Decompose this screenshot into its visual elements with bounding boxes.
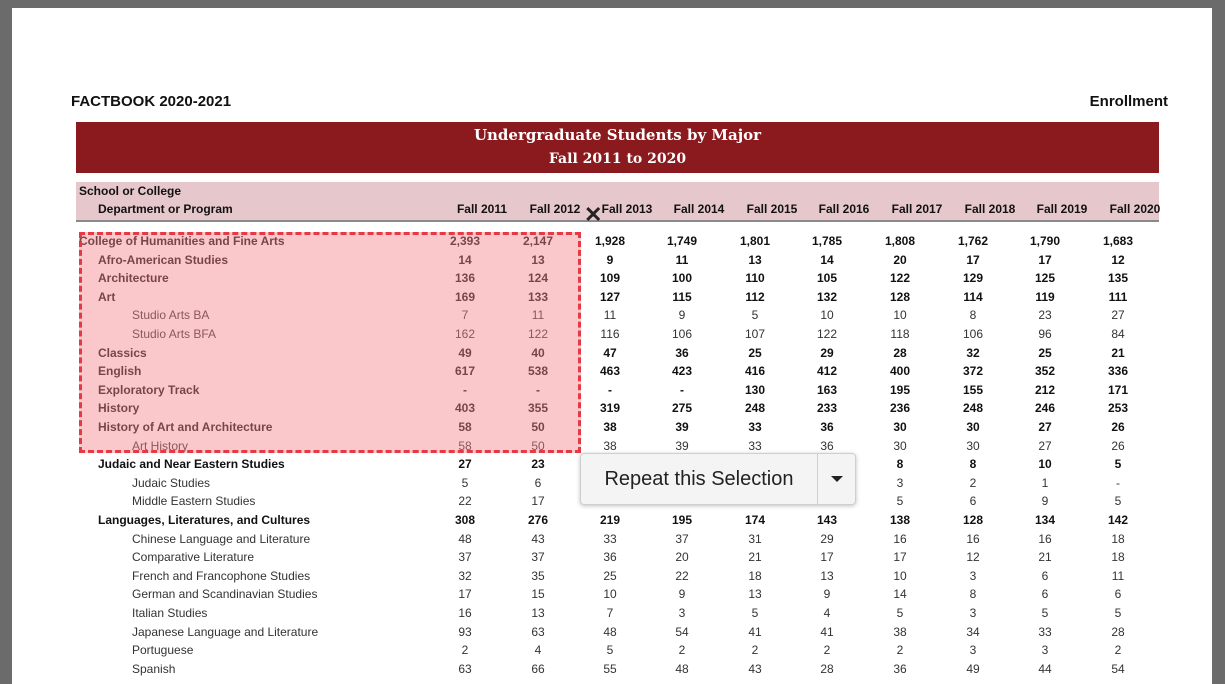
table-cell: 21 (748, 550, 762, 565)
table-cell: 122 (889, 271, 911, 286)
row-label: Comparative Literature (132, 550, 255, 565)
table-cell: 130 (744, 382, 766, 397)
table-cell: 617 (454, 364, 476, 379)
table-cell: 27 (1111, 308, 1125, 323)
table-cell: 84 (1111, 327, 1125, 341)
table-cell: 100 (671, 271, 693, 286)
table-cell: 29 (820, 345, 834, 360)
table-cell: 133 (527, 289, 549, 304)
document-page (12, 8, 1212, 684)
table-cell: 3 (1041, 643, 1049, 658)
table-row (12, 567, 1212, 585)
document-section-label: Enrollment (1089, 93, 1168, 110)
table-cell: 125 (1034, 271, 1056, 286)
table-cell: 143 (816, 513, 838, 527)
table-cell: 3 (969, 568, 977, 583)
row-label: Studio Arts BA (132, 308, 210, 323)
table-cell: 1,808 (884, 234, 916, 248)
table-cell: 352 (1034, 364, 1056, 379)
year-header: Fall 2015 (746, 202, 798, 216)
table-cell: 9 (1041, 494, 1049, 509)
table-cell: 2 (1114, 643, 1122, 658)
table-cell: 49 (966, 661, 980, 676)
row-label: English (98, 364, 142, 379)
header-department-label: Department or Program (98, 202, 233, 216)
table-cell: 36 (820, 420, 834, 434)
table-cell: 22 (675, 568, 689, 583)
table-cell: 33 (748, 438, 762, 453)
table-cell: 30 (966, 420, 980, 434)
table-banner (76, 122, 1159, 173)
table-cell: 2 (461, 643, 469, 658)
table-cell: 355 (527, 401, 549, 416)
table-cell: 11 (1111, 568, 1125, 583)
table-cell: 66 (531, 661, 545, 676)
table-cell: 39 (675, 438, 689, 453)
table-cell: 2,393 (449, 234, 481, 248)
table-cell: 9 (678, 587, 686, 602)
table-cell: - (608, 382, 612, 397)
table-cell: 33 (748, 420, 762, 434)
table-cell: - (536, 382, 540, 397)
table-cell: 112 (745, 289, 765, 304)
table-cell: 58 (458, 420, 472, 434)
table-cell: 14 (893, 587, 907, 602)
table-cell: 30 (893, 438, 907, 453)
table-cell: 23 (531, 457, 545, 472)
table-cell: 28 (893, 345, 907, 360)
table-cell: 6 (1041, 587, 1049, 602)
row-label: Art History (132, 438, 189, 453)
table-cell: 17 (458, 587, 472, 602)
table-cell: 37 (458, 550, 472, 565)
table-cell: 93 (458, 624, 472, 639)
table-cell: 1 (1041, 475, 1049, 490)
table-cell: 5 (896, 606, 904, 620)
table-cell: 36 (893, 661, 907, 676)
table-cell: 9 (678, 308, 686, 323)
table-cell: 3 (896, 475, 904, 490)
table-cell: 7 (606, 606, 614, 620)
table-cell: 13 (531, 252, 545, 267)
table-cell: 10 (1038, 457, 1052, 472)
row-label: Judaic Studies (132, 475, 211, 490)
table-cell: 372 (962, 364, 984, 379)
document-title: FACTBOOK 2020-2021 (71, 93, 232, 110)
table-cell: 155 (962, 382, 984, 397)
table-cell: 1,683 (1102, 234, 1134, 248)
table-cell: 248 (744, 401, 766, 416)
table-cell: 135 (1107, 271, 1129, 286)
table-cell: 275 (671, 401, 693, 416)
table-cell: 412 (816, 364, 838, 379)
table-row (12, 530, 1212, 548)
banner-subtitle: Fall 2011 to 2020 (548, 151, 687, 167)
table-cell: 8 (969, 587, 977, 602)
table-cell: 47 (603, 345, 617, 360)
table-cell: 21 (1038, 550, 1052, 565)
table-cell: 110 (745, 271, 765, 286)
table-cell: 50 (531, 438, 545, 453)
table-cell: 17 (1038, 252, 1052, 267)
table-cell: 10 (603, 587, 617, 602)
table-cell: 55 (603, 661, 617, 676)
table-cell: 58 (458, 438, 472, 453)
table-cell: 463 (599, 364, 621, 379)
table-cell: - (1116, 475, 1120, 490)
row-label: History (98, 401, 140, 416)
table-cell: 2 (823, 643, 831, 658)
table-cell: 3 (969, 643, 977, 658)
table-cell: 26 (1111, 438, 1125, 453)
table-cell: 16 (966, 531, 980, 546)
table-cell: 1,928 (594, 234, 626, 248)
table-cell: 5 (606, 643, 614, 658)
table-cell: 129 (962, 271, 984, 286)
table-cell: 5 (751, 606, 759, 620)
table-cell: 163 (816, 382, 838, 397)
table-cell: 115 (672, 289, 692, 304)
row-label: Exploratory Track (98, 382, 200, 397)
table-cell: 2 (896, 643, 904, 658)
table-cell: 32 (966, 345, 980, 360)
table-cell: 38 (603, 438, 617, 453)
table-row (12, 548, 1212, 566)
row-label: Languages, Literatures, and Cultures (98, 513, 311, 527)
table-cell: 119 (1035, 289, 1055, 304)
repeat-options-dropdown[interactable] (817, 454, 856, 504)
table-cell: 7 (461, 308, 469, 323)
table-cell: 96 (1038, 327, 1052, 341)
table-cell: 8 (896, 457, 904, 472)
table-cell: 48 (458, 531, 472, 546)
table-cell: 16 (893, 531, 907, 546)
table-cell: 20 (675, 550, 689, 565)
table-cell: 195 (671, 513, 693, 527)
table-cell: 40 (531, 345, 545, 360)
table-row (12, 623, 1212, 641)
table-cell: 174 (744, 513, 766, 527)
table-cell: 1,762 (957, 234, 989, 248)
table-cell: 18 (1111, 531, 1125, 546)
table-cell: 54 (1111, 661, 1125, 676)
table-cell: 276 (527, 513, 549, 527)
table-cell: 34 (966, 624, 980, 639)
table-cell: 10 (820, 308, 834, 323)
repeat-selection-button[interactable]: Repeat this Selection (604, 467, 794, 490)
table-cell: 6 (969, 494, 977, 509)
table-cell: 13 (748, 587, 762, 602)
table-cell: 136 (454, 271, 476, 286)
table-cell: 132 (816, 289, 838, 304)
table-cell: 30 (893, 420, 907, 434)
selection-region[interactable] (79, 232, 581, 453)
table-cell: 50 (531, 420, 545, 434)
table-cell: 5 (1114, 606, 1122, 620)
table-cell: 18 (1111, 550, 1125, 565)
table-cell: 538 (527, 364, 549, 379)
table-cell: 4 (823, 606, 831, 620)
table-cell: 1,749 (666, 234, 698, 248)
table-cell: 14 (458, 252, 472, 267)
table-cell: 33 (1038, 624, 1052, 639)
table-cell: 5 (1114, 494, 1122, 509)
table-cell: 212 (1034, 382, 1056, 397)
row-label: Art (98, 289, 116, 304)
table-cell: 27 (458, 457, 472, 472)
table-cell: 11 (675, 252, 689, 267)
table-cell: 106 (671, 327, 693, 341)
table-header (76, 182, 1159, 222)
table-cell: 114 (963, 289, 983, 304)
table-cell: 37 (675, 531, 689, 546)
table-cell: 17 (531, 494, 545, 509)
table-cell: 128 (962, 513, 984, 527)
table-cell: 233 (816, 401, 838, 416)
table-cell: 2,147 (522, 234, 554, 248)
table-cell: 5 (896, 494, 904, 509)
row-label: German and Scandinavian Studies (132, 587, 318, 602)
table-cell: 116 (600, 327, 620, 341)
table-cell: 22 (458, 494, 472, 509)
table-cell: 63 (458, 661, 472, 676)
table-cell: 8 (969, 308, 977, 323)
table-cell: 169 (454, 289, 476, 304)
table-cell: 36 (675, 345, 689, 360)
table-cell: 31 (748, 531, 762, 546)
year-header: Fall 2016 (818, 202, 870, 216)
table-cell: 25 (603, 568, 617, 583)
row-label: Chinese Language and Literature (132, 531, 311, 546)
row-label: Classics (98, 345, 147, 360)
row-label: Afro-American Studies (98, 252, 229, 267)
table-cell: 35 (531, 568, 545, 583)
year-header: Fall 2020 (1109, 202, 1161, 216)
table-cell: 403 (454, 401, 476, 416)
table-cell: - (680, 382, 684, 397)
table-cell: 8 (969, 457, 977, 472)
table-cell: 48 (675, 661, 689, 676)
table-cell: 18 (748, 568, 762, 583)
table-cell: 20 (893, 252, 907, 267)
table-row (12, 604, 1212, 622)
table-cell: 16 (458, 606, 472, 620)
table-cell: 423 (671, 364, 693, 379)
table-cell: 13 (531, 606, 545, 620)
table-cell: 127 (599, 289, 621, 304)
year-header: Fall 2018 (964, 202, 1016, 216)
year-header: Fall 2019 (1036, 202, 1088, 216)
repeat-selection-control (580, 453, 856, 505)
table-row (12, 660, 1212, 678)
table-cell: 416 (744, 364, 766, 379)
table-cell: 9 (823, 587, 831, 602)
row-label: Middle Eastern Studies (132, 494, 256, 509)
table-cell: 4 (534, 643, 542, 658)
table-cell: 25 (1038, 345, 1052, 360)
table-cell: 162 (454, 327, 476, 341)
row-label: College of Humanities and Fine Arts (79, 234, 285, 248)
table-cell: 246 (1034, 401, 1056, 416)
row-label: Judaic and Near Eastern Studies (98, 457, 285, 472)
table-cell: 29 (820, 531, 834, 546)
row-label: Japanese Language and Literature (132, 624, 319, 639)
table-cell: 109 (599, 271, 621, 286)
table-cell: 3 (678, 606, 686, 620)
table-cell: 41 (748, 624, 762, 639)
table-cell: 122 (816, 327, 838, 341)
table-cell: 1,785 (811, 234, 843, 248)
header-school-label: School or College (79, 184, 182, 198)
table-cell: 124 (527, 271, 549, 286)
table-cell: 12 (1111, 252, 1125, 267)
table-cell: 9 (606, 252, 614, 267)
table-cell: 28 (1111, 624, 1125, 639)
row-label: Italian Studies (132, 606, 208, 620)
table-cell: 27 (1038, 420, 1052, 434)
table-cell: 336 (1107, 364, 1129, 379)
table-cell: 10 (893, 568, 907, 583)
year-header: Fall 2013 (601, 202, 653, 216)
table-cell: 253 (1107, 401, 1129, 416)
table-row (12, 641, 1212, 659)
table-cell: 122 (527, 327, 549, 341)
table-cell: 21 (1111, 345, 1125, 360)
table-cell: 11 (603, 308, 617, 323)
table-cell: 400 (889, 364, 911, 379)
year-header: Fall 2014 (673, 202, 725, 216)
table-cell: 36 (603, 550, 617, 565)
table-cell: 41 (820, 624, 834, 639)
table-cell: 30 (966, 438, 980, 453)
table-cell: 118 (890, 327, 910, 341)
table-cell: 5 (1114, 457, 1122, 472)
table-cell: 319 (599, 401, 621, 416)
table-cell: 128 (889, 289, 911, 304)
row-label: Portuguese (132, 643, 194, 658)
table-cell: 63 (531, 624, 545, 639)
table-cell: 36 (820, 438, 834, 453)
table-cell: 5 (461, 475, 469, 490)
chevron-down-icon (831, 476, 843, 482)
table-cell: 33 (603, 531, 617, 546)
table-cell: 134 (1034, 513, 1056, 527)
table-cell: 43 (531, 531, 545, 546)
year-header: Fall 2012 (529, 202, 581, 216)
table-cell: 5 (1041, 606, 1049, 620)
table-cell: 142 (1107, 513, 1129, 527)
table-cell: 26 (1111, 420, 1125, 434)
table-cell: 13 (748, 252, 762, 267)
table-cell: 25 (748, 345, 762, 360)
row-label: French and Francophone Studies (132, 568, 311, 583)
table-cell: 6 (1114, 587, 1122, 602)
table-cell: 38 (603, 420, 617, 434)
table-cell: 195 (889, 382, 911, 397)
table-cell: 6 (534, 475, 542, 490)
table-cell: 3 (969, 606, 977, 620)
table-cell: 11 (531, 308, 545, 323)
table-cell: 171 (1107, 382, 1129, 397)
table-cell: 2 (678, 643, 686, 658)
table-cell: 28 (820, 661, 834, 676)
table-row (12, 585, 1212, 603)
row-label: Studio Arts BFA (132, 327, 217, 341)
table-row (12, 511, 1212, 529)
table-cell: 5 (751, 308, 759, 323)
table-cell: 1,801 (739, 234, 771, 248)
table-cell: 13 (820, 568, 834, 583)
table-cell: 44 (1038, 661, 1052, 676)
table-cell: 15 (531, 587, 545, 602)
table-cell: 23 (1038, 308, 1052, 323)
table-cell: 14 (820, 252, 834, 267)
table-cell: 107 (744, 327, 766, 341)
year-header: Fall 2011 (456, 202, 508, 216)
table-cell: - (463, 382, 467, 397)
table-cell: 106 (962, 327, 984, 341)
row-label: History of Art and Architecture (98, 420, 273, 434)
table-cell: 12 (966, 550, 980, 565)
table-cell: 49 (458, 345, 472, 360)
table-cell: 111 (1108, 289, 1128, 304)
table-cell: 308 (454, 513, 476, 527)
table-cell: 219 (599, 513, 621, 527)
table-cell: 1,790 (1029, 234, 1061, 248)
year-header: Fall 2017 (891, 202, 943, 216)
table-cell: 10 (893, 308, 907, 323)
table-cell: 2 (751, 643, 759, 658)
table-cell: 43 (748, 661, 762, 676)
table-cell: 37 (531, 550, 545, 565)
table-cell: 138 (889, 513, 911, 527)
table-cell: 17 (966, 252, 980, 267)
table-cell: 17 (893, 550, 907, 565)
table-cell: 32 (458, 568, 472, 583)
close-selection-icon[interactable]: ✕ (584, 202, 603, 227)
table-cell: 27 (1038, 438, 1052, 453)
table-cell: 6 (1041, 568, 1049, 583)
row-label: Architecture (98, 271, 169, 286)
table-cell: 236 (889, 401, 911, 416)
table-cell: 48 (603, 624, 617, 639)
table-cell: 105 (816, 271, 838, 286)
table-cell: 38 (893, 624, 907, 639)
table-cell: 39 (675, 420, 689, 434)
row-label: Spanish (132, 661, 176, 676)
table-cell: 54 (675, 624, 689, 639)
table-cell: 17 (820, 550, 834, 565)
table-cell: 2 (969, 475, 977, 490)
table-cell: 248 (962, 401, 984, 416)
table-cell: 16 (1038, 531, 1052, 546)
banner-title: Undergraduate Students by Major (473, 126, 762, 144)
